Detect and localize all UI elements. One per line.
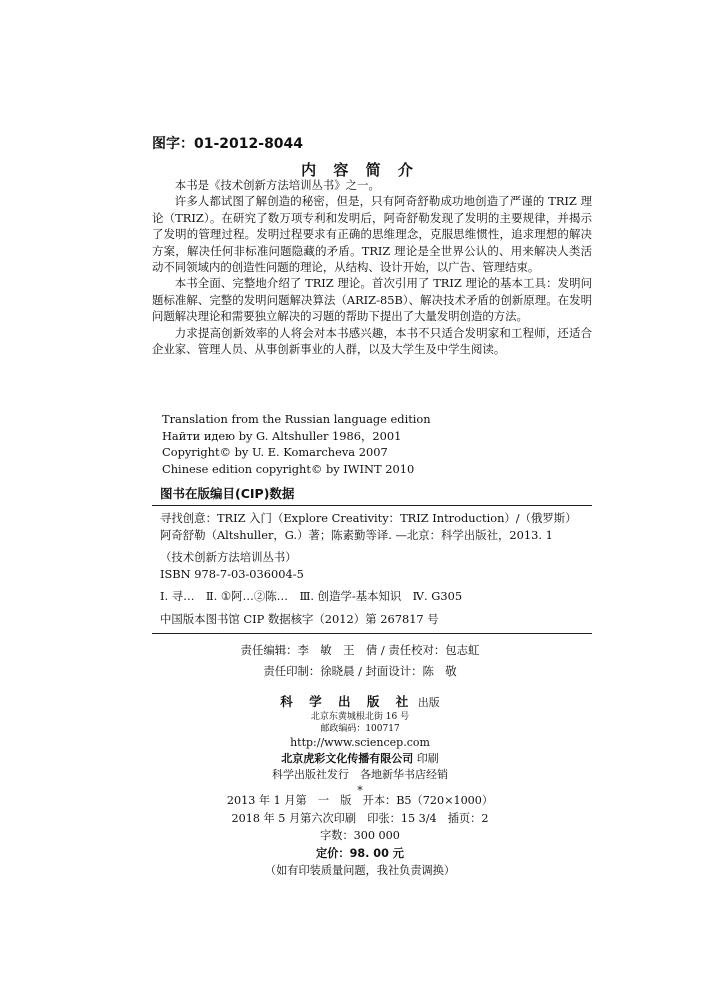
publisher-suffix: 出版 (417, 696, 440, 709)
summary-paragraph: 力求提高创新效率的人将会对本书感兴趣，本书不只适合发明家和工程师，还适合企业家、管理人员、从事创新事业的人群，以及大学生及中学生阅读。 (152, 325, 592, 357)
translation-notice (162, 411, 431, 477)
copyright-registration-code: 图字：01-2012-8044 (152, 136, 304, 152)
summary-text (152, 177, 592, 357)
summary-heading: 内 容 简 介 (301, 161, 419, 179)
edition-line: 2013 年 1 月第 一 版 开本：B5（720×1000） (226, 794, 494, 807)
publisher-name: 科 学 出 版 社 (280, 694, 415, 709)
translation-line: Copyright© by U. E. Komarcheva 2007 (162, 445, 388, 459)
publisher-address: 北京东黄城根北街 16 号 (310, 712, 410, 722)
distribution-line: 科学出版社发行 各地新华书店经销 (272, 768, 448, 781)
word-count: 字数：300 000 (320, 829, 400, 842)
summary-paragraph: 本书是《技术创新方法培训丛书》之一。 (174, 178, 380, 192)
cip-line: 寻找创意：TRIZ 入门（Explore Creativity：TRIZ Introduction）/（俄罗斯） (160, 511, 577, 525)
printer-suffix: 印刷 (416, 752, 439, 765)
quality-note: （如有印装质量问题，我社负责调换） (264, 864, 456, 877)
separator-mark: * (357, 784, 363, 797)
edition-info (0, 792, 720, 880)
printer-name: 北京虎彩文化传播有限公司 (281, 752, 414, 765)
cip-classification: Ⅰ. 寻… Ⅱ. ①阿…②陈… Ⅲ. 创造学-基本知识 Ⅳ. G305 (160, 589, 463, 604)
publisher-url: http://www.sciencep.com (290, 736, 430, 749)
summary-paragraph: 许多人都试图了解创造的秘密，但是，只有阿奇舒勒成功地创造了严谨的 TRIZ 理论（TRIZ）。在研究了数万项专利和发明后，阿奇舒勒发现了发明的主要规律，并揭示了发明的管理过程。发明过程要求有正确的思维理念，克服思维惯性，追求理想的解决方案，解决任何非标准问题隐藏的矛盾。TRIZ 理论是全世界公认的、用来解决人类活动不同领域内的创造性问题的理论，从结构、设计开始，以广告、管理结束。 (152, 194, 592, 275)
edition-line: 2018 年 5 月第六次印刷 印张：15 3/4 插页：2 (231, 811, 489, 825)
cip-data (160, 510, 580, 628)
printer-line (0, 751, 720, 767)
editor-line: 责任印制：徐晓晨 / 封面设计：陈 敬 (263, 664, 457, 678)
cip-line: ISBN 978-7-03-036004-5 (160, 566, 304, 581)
cip-line: （技术创新方法培训丛书） (160, 550, 297, 565)
publisher-line (0, 694, 720, 711)
editorial-credits (0, 640, 720, 682)
cip-line: 阿奇舒勒（Altshuller，G.）著；陈素勤等译. —北京：科学出版社，2013. 1 (160, 527, 553, 542)
editor-line: 责任编辑：李 敏 王 倩 / 责任校对：包志虹 (240, 643, 480, 657)
cip-heading: 图书在版编目(CIP)数据 (160, 486, 295, 501)
publisher-postcode: 邮政编码：100717 (320, 724, 400, 734)
price: 定价：98. 00 元 (316, 846, 404, 860)
translation-line: Translation from the Russian language edition (162, 412, 431, 426)
summary-paragraph: 本书全面、完整地介绍了 TRIZ 理论。首次引用了 TRIZ 理论的基本工具：发明问题标准解、完整的发明问题解决算法（ARIZ-85B）、解决技术矛盾的创新原理。在发明问题解决理论和需要独立解决的习题的帮助下提出了大量发明创造的方法。 (152, 276, 592, 324)
publisher-info (0, 694, 720, 799)
cip-number: 中国版本图书馆 CIP 数据核字（2012）第 267817 号 (160, 611, 439, 626)
cip-top-divider (152, 505, 592, 506)
cip-bottom-divider (152, 633, 592, 634)
translation-line: Chinese edition copyright© by IWINT 2010 (162, 461, 415, 476)
translation-line: Найти идею by G. Altshuller 1986，2001 (162, 428, 402, 443)
